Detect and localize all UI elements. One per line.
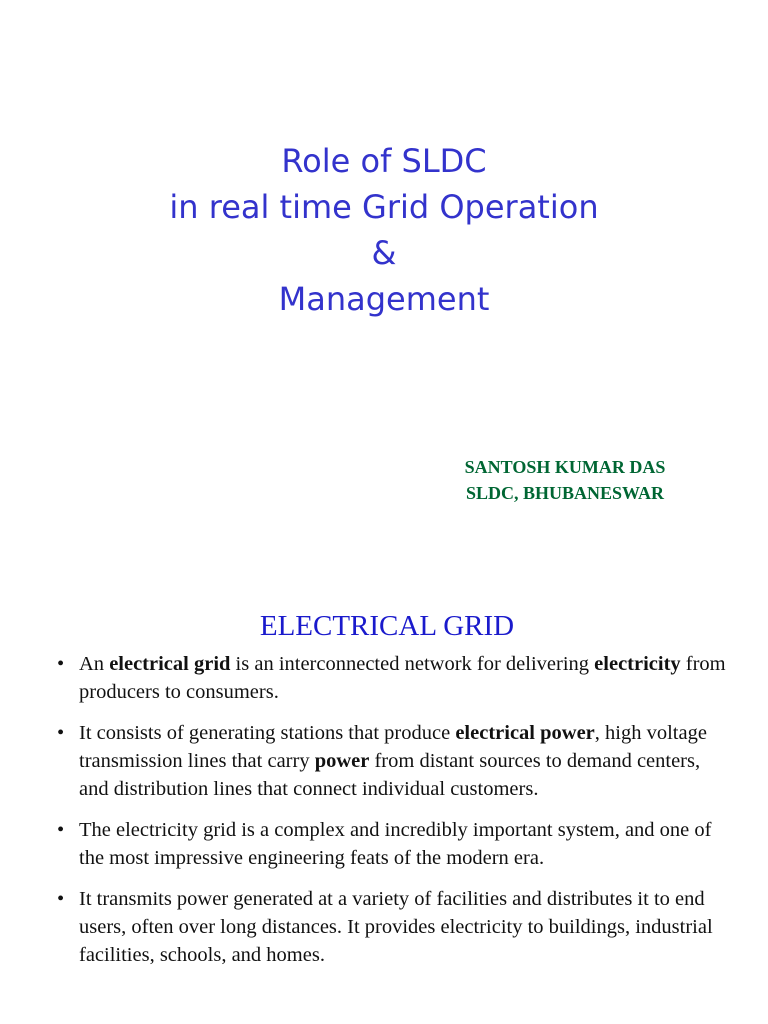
title-line-1: Role of SLDC xyxy=(281,142,487,180)
bullet-text: It consists of generating stations that produce xyxy=(79,722,456,744)
bullet-list xyxy=(54,650,730,982)
bullet-text: is an interconnected network for delivering xyxy=(230,653,595,675)
bold-term: power xyxy=(314,750,370,772)
bullet-icon: • xyxy=(57,888,65,910)
bold-term: electricity xyxy=(594,653,681,675)
bullet-item xyxy=(54,885,730,969)
author-name: SANTOSH KUMAR DAS xyxy=(464,457,666,477)
bold-term: electrical power xyxy=(455,722,595,744)
bullet-icon: • xyxy=(57,722,65,744)
bullet-text: , high voltage transmission lines that carry xyxy=(79,722,707,772)
slide-title xyxy=(0,138,768,322)
author-affiliation: SLDC, BHUBANESWAR xyxy=(465,483,665,503)
bullet-item xyxy=(54,816,730,872)
section-heading: ELECTRICAL GRID xyxy=(259,610,515,642)
bullet-text: It transmits power generated at a variety of facilities and distributes it to end users, often over long distances. It provides electricity to buildings, industrial facilities, schools, and homes. xyxy=(79,888,713,966)
bullet-text: An xyxy=(79,653,110,675)
title-line-2: in real time Grid Operation xyxy=(169,188,599,226)
bullet-item xyxy=(54,719,730,803)
author-block xyxy=(400,454,730,506)
title-line-4: Management xyxy=(278,280,490,318)
bullet-icon: • xyxy=(57,819,65,841)
bold-term: electrical grid xyxy=(109,653,231,675)
bullet-text: The electricity grid is a complex and incredibly important system, and one of the most impressive engineering feats of the modern era. xyxy=(79,819,712,869)
bullet-text: from producers to consumers. xyxy=(79,653,726,703)
bullet-icon: • xyxy=(57,653,65,675)
bullet-item xyxy=(54,650,730,706)
bullet-text: from distant sources to demand centers, and distribution lines that connect individual customers. xyxy=(79,750,701,800)
title-line-3: & xyxy=(371,234,397,272)
